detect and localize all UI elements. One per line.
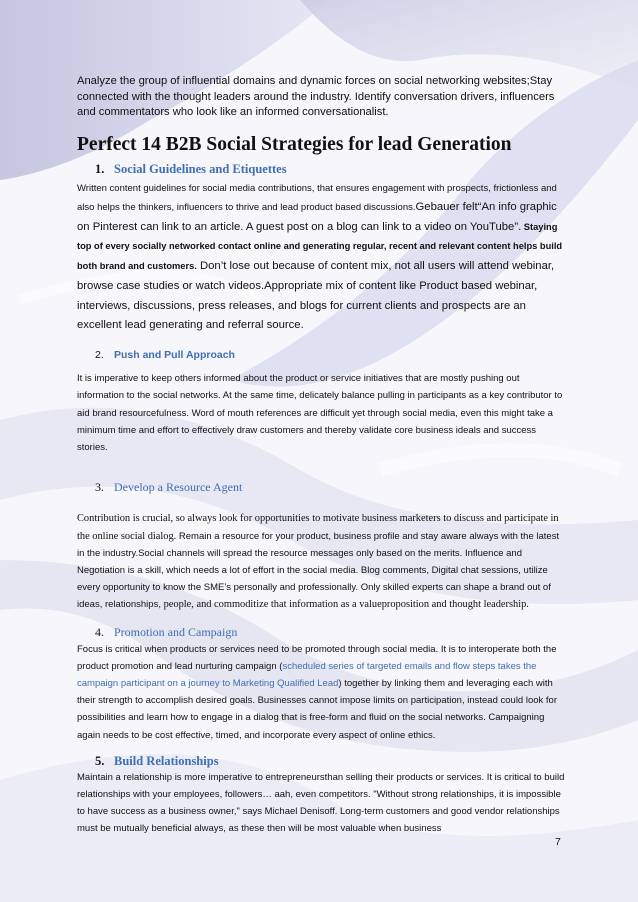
section-2-heading	[95, 349, 567, 361]
section-title: Promotion and Campaign	[114, 624, 238, 639]
section-3-text-serif: Contribution is crucial, so always look for opportunities to motivate business marketers to discuss and participate in the online social dialog.	[77, 513, 559, 542]
section-5-heading	[95, 754, 567, 769]
section-title: Build Relationships	[114, 753, 219, 768]
section-number: 3.	[95, 480, 104, 495]
document-title: Perfect 14 B2B Social Strategies for lead Generation	[77, 133, 512, 155]
section-number: 2.	[95, 349, 104, 362]
section-4-text-2: ) together by linking them and leveraging each with their strength to accomplish desired goals. Businesses cannot impose limits on participation, instead could look for possibilities and learn how to engage in a dialog that is free-form and fluid on the social networks. Campaigning again needs to be cost effective, timed, and incorporate every aspect of online ethics.	[77, 677, 558, 741]
section-3-heading	[95, 480, 567, 495]
section-5-body: Maintain a relationship is more imperative to entrepreneursthan selling their products or services. It is critical to build relationships with your employees, followers… aah, even competitors. "Without strong relationships, it is impossible to have success as a business owner," says Michael Denisoff. Long-term customers and good vendor relationships must be mutually beneficial always, as these then will be most valuable when business	[77, 771, 565, 835]
page-number: 7	[555, 836, 561, 848]
document-page	[77, 74, 567, 838]
section-4-heading	[95, 625, 567, 640]
section-1-body	[77, 178, 567, 336]
section-number: 1.	[95, 161, 105, 176]
section-3-body	[77, 509, 567, 612]
section-1-text-bold: Staying top of every socially networked contact online and generating regular, recent and relevant content helps build both brand and customers.	[77, 221, 563, 272]
section-1-text-large: Gebauer felt“An info graphic on Pinterest can link to an article. A guest post on a blog can link to a video on YouTube”.	[77, 200, 557, 233]
section-title: Social Guidelines and Etiquettes	[114, 161, 287, 176]
section-3-text-sans: Remain a resource for your product, business profile and stay aware always with the latest in the industry.Social channels will spread the resource messages only based on the merits. Influence and Negotiation is a skill, which needs a lot of effort in the social media. Blog comments, Digital chat sessions, utilize every opportunity to know the SME’s personally and professionally. Only skilled experts can shape a brand out of ideas, relationships,	[77, 530, 560, 611]
section-4-text-highlight: scheduled series of targeted emails and flow steps takes the campaign participant on a journey to Marketing Qualified Lead	[77, 660, 537, 689]
section-number: 4.	[95, 624, 104, 639]
section-4-body	[77, 641, 567, 744]
section-1-text-large-2: Don’t lose out because of content mix, not all users will attend webinar, browse case studies or watch videos.Appropriate mix of content like Product based webinar, interviews, discussions, press releases, and blogs for current clients and prospects are an excellent lead generating and referral source.	[77, 260, 555, 332]
section-4-text: Focus is critical when products or services need to be promoted through social media. It is to interoperate both the product promotion and lead nurturing campaign (	[77, 643, 557, 672]
section-number: 5.	[95, 753, 105, 768]
section-title: Push and Pull Approach	[114, 349, 235, 362]
section-2-body: It is imperative to keep others informed about the product or service initiatives that are mostly pushing out information to the social networks. At the same time, delicately balance pulling in participants as a key contributor to aid brand resourcefulness. Word of mouth references are difficult yet through social media, even this might take a minimum time and effort to effectively draw customers and thereby validate core business ideals and success stories.	[77, 373, 563, 454]
section-title: Develop a Resource Agent	[114, 480, 243, 495]
intro-paragraph: Analyze the group of influential domains and dynamic forces on social networking websites;Stay connected with the thought leaders around the industry. Identify conversation drivers, influencers and commentators who look like an informed conversationalist.	[77, 75, 555, 118]
section-1-text-small: Written content guidelines for social media contributions, that ensures engagement with prospects, frictionless and also helps the thinkers, influencers to thrive and lead product based discussions.	[77, 182, 557, 213]
section-1-heading	[95, 162, 567, 177]
section-3-text-serif-2: people, and commoditize that information as a valueproposition and thought leadership.	[160, 599, 529, 611]
